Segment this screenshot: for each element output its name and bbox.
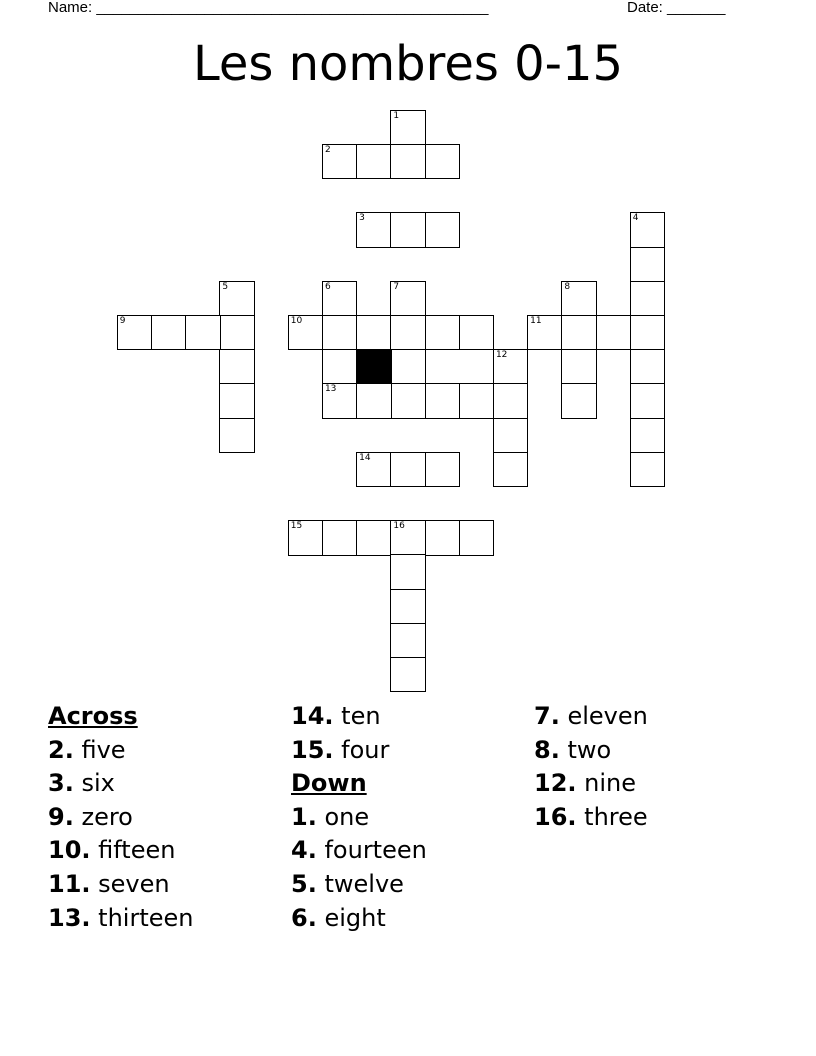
grid-cell[interactable] — [527, 315, 563, 351]
grid-cell[interactable] — [185, 315, 221, 351]
grid-cell[interactable] — [390, 452, 426, 488]
clue-across-10 — [48, 834, 193, 868]
grid-cell[interactable] — [390, 315, 426, 351]
grid-cell[interactable] — [390, 657, 426, 693]
grid-cell[interactable] — [356, 383, 392, 419]
clue-number: 7. — [534, 702, 560, 730]
grid-cell[interactable] — [390, 110, 426, 146]
cell-number: 15 — [290, 521, 303, 532]
grid-cell[interactable] — [493, 383, 529, 419]
down-heading: Down — [291, 769, 367, 798]
grid-cell[interactable] — [390, 349, 426, 385]
grid-cell[interactable] — [630, 349, 666, 385]
clue-number: 15. — [291, 735, 334, 764]
grid-cell[interactable] — [356, 452, 392, 488]
clue-text: two — [567, 735, 612, 764]
page-title: Les nombres 0-15 — [192, 36, 624, 92]
clue-number: 11. — [48, 869, 91, 898]
grid-cell[interactable] — [322, 281, 358, 317]
grid-cell[interactable] — [390, 281, 426, 317]
clue-number: 9. — [48, 802, 74, 831]
clue-down-7 — [534, 700, 648, 734]
clue-column-2 — [291, 700, 427, 935]
cell-number: 13 — [324, 384, 337, 395]
clue-text: three — [584, 802, 648, 831]
grid-cell[interactable] — [219, 418, 255, 454]
grid-cell[interactable] — [356, 212, 392, 248]
grid-cell[interactable] — [390, 554, 426, 590]
cell-number: 10 — [290, 315, 303, 326]
grid-cell[interactable] — [493, 452, 529, 488]
clue-text: six — [81, 769, 115, 798]
grid-cell[interactable] — [390, 589, 426, 625]
grid-cell[interactable] — [356, 315, 392, 351]
grid-cell[interactable] — [288, 315, 324, 351]
grid-cell[interactable] — [493, 349, 529, 385]
clue-across-14 — [291, 700, 427, 734]
grid-cell[interactable] — [630, 212, 666, 248]
grid-cell[interactable] — [219, 349, 255, 385]
clue-number: 13. — [48, 903, 91, 932]
grid-cell[interactable] — [630, 383, 666, 419]
clue-text: twelve — [324, 869, 404, 898]
clue-text: five — [81, 735, 126, 764]
clue-text: fourteen — [324, 836, 427, 865]
clue-number: 1. — [291, 802, 317, 831]
clue-across-15 — [291, 734, 427, 768]
grid-cell[interactable] — [630, 452, 666, 488]
clue-text: thirteen — [98, 903, 194, 932]
grid-cell[interactable] — [219, 281, 255, 317]
grid-cell[interactable] — [425, 383, 461, 419]
grid-cell[interactable] — [459, 520, 495, 556]
cell-number: 3 — [359, 213, 365, 224]
cell-number: 2 — [324, 144, 331, 155]
clue-text: seven — [98, 869, 170, 898]
clue-text: zero — [81, 802, 133, 831]
grid-cell[interactable] — [425, 452, 461, 488]
grid-cell[interactable] — [151, 315, 187, 351]
clue-across-2 — [48, 734, 193, 768]
clue-number: 2. — [48, 735, 74, 764]
clue-down-5 — [291, 868, 427, 902]
cell-number: 12 — [495, 350, 508, 361]
clue-down-12 — [534, 767, 648, 801]
name-field[interactable]: Name: _______________________________________________ — [48, 0, 489, 16]
grid-cell[interactable] — [459, 315, 495, 351]
clue-number: 12. — [534, 769, 577, 798]
grid-cell[interactable] — [390, 144, 426, 180]
date-field[interactable]: Date: _______ — [627, 0, 726, 16]
grid-cell[interactable] — [561, 349, 597, 385]
grid-cell[interactable] — [630, 315, 666, 351]
grid-cell[interactable] — [322, 383, 358, 419]
clue-text: one — [324, 802, 370, 831]
grid-cell[interactable] — [561, 281, 597, 317]
clue-number: 14. — [291, 702, 334, 730]
cell-number: 4 — [632, 213, 639, 224]
clue-number: 8. — [534, 735, 560, 764]
cell-number: 9 — [119, 315, 126, 326]
grid-cell[interactable] — [425, 144, 461, 180]
clue-across-9 — [48, 801, 193, 835]
cell-number: 6 — [324, 281, 331, 292]
grid-cell[interactable] — [322, 349, 358, 385]
clue-down-1 — [291, 801, 427, 835]
clue-number: 6. — [291, 903, 317, 932]
cell-number: 1 — [393, 110, 400, 121]
cell-number: 11 — [530, 315, 542, 326]
grid-cell[interactable] — [390, 383, 426, 419]
clue-down-4 — [291, 834, 427, 868]
grid-cell[interactable] — [459, 383, 495, 419]
clue-column-1 — [48, 700, 193, 935]
cell-number: 14 — [359, 452, 371, 463]
clue-column-3 — [534, 700, 648, 834]
black-square — [356, 349, 392, 385]
grid-cell[interactable] — [390, 520, 426, 556]
grid-cell[interactable] — [356, 144, 392, 180]
cell-number: 16 — [393, 521, 405, 532]
grid-cell[interactable] — [322, 520, 358, 556]
header — [0, 0, 816, 18]
grid-cell[interactable] — [117, 315, 153, 351]
clue-text: eight — [324, 903, 386, 932]
clue-number: 10. — [48, 836, 91, 865]
grid-cell[interactable] — [219, 315, 255, 351]
grid-cell[interactable] — [322, 144, 358, 180]
clue-down-6 — [291, 902, 427, 936]
grid-cell[interactable] — [425, 520, 461, 556]
clue-number: 16. — [534, 802, 577, 831]
grid-cell[interactable] — [390, 623, 426, 659]
clue-text: eleven — [567, 702, 648, 730]
grid-cell[interactable] — [322, 315, 358, 351]
grid-cell[interactable] — [596, 315, 632, 351]
grid-cell[interactable] — [630, 281, 666, 317]
grid-cell[interactable] — [630, 418, 666, 454]
grid-cell[interactable] — [390, 212, 426, 248]
clue-across-11 — [48, 868, 193, 902]
clue-number: 5. — [291, 869, 317, 898]
clue-across-13 — [48, 902, 193, 936]
grid-cell[interactable] — [561, 315, 597, 351]
grid-cell[interactable] — [288, 520, 324, 556]
grid-cell[interactable] — [493, 418, 529, 454]
clue-text: nine — [584, 769, 637, 798]
clue-down-16 — [534, 801, 648, 835]
clue-across-3 — [48, 767, 193, 801]
clue-number: 3. — [48, 769, 74, 798]
cell-number: 5 — [222, 281, 229, 292]
grid-cell[interactable] — [561, 383, 597, 419]
cell-number: 7 — [393, 281, 400, 292]
clue-list — [0, 700, 816, 960]
grid-cell[interactable] — [630, 247, 666, 283]
grid-cell[interactable] — [425, 212, 461, 248]
clue-text: four — [341, 735, 390, 764]
grid-cell[interactable] — [219, 383, 255, 419]
clue-down-8 — [534, 734, 648, 768]
clue-text: fifteen — [98, 836, 176, 865]
grid-cell[interactable] — [425, 315, 461, 351]
clue-number: 4. — [291, 836, 317, 865]
clue-text: ten — [341, 702, 381, 730]
cell-number: 8 — [564, 281, 571, 292]
across-heading: Across — [48, 702, 138, 730]
grid-cell[interactable] — [356, 520, 392, 556]
